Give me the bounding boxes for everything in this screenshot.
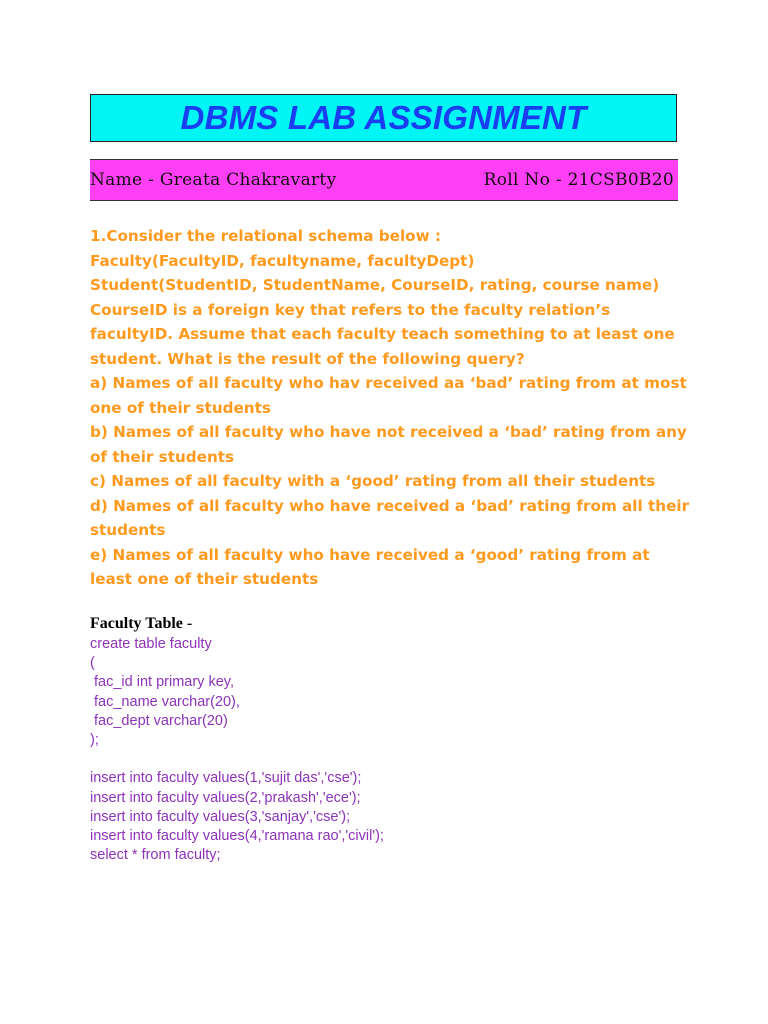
- code-line: create table faculty: [90, 636, 212, 652]
- code-line: insert into faculty values(2,'prakash','ece');: [90, 789, 361, 806]
- question-line: d) Names of all faculty who have received a ‘bad’ rating from all their: [90, 496, 690, 515]
- question-line: a) Names of all faculty who hav received aa ‘bad’ rating from at most: [90, 374, 687, 392]
- code-line: insert into faculty values(1,'sujit das','cse');: [90, 770, 362, 787]
- sql-code-block: [90, 635, 384, 865]
- code-blank-line: [90, 750, 384, 769]
- question-line: b) Names of all faculty who have not received a ‘bad’ rating from any: [90, 423, 687, 441]
- code-line: fac_name varchar(20),: [90, 693, 240, 710]
- question-line: least one of their students: [90, 570, 319, 588]
- student-name: Name - Greata Chakravarty: [90, 170, 337, 190]
- question-text: [90, 224, 690, 592]
- code-line: (: [90, 655, 95, 672]
- question-line: students: [90, 521, 166, 539]
- question-line: CourseID is a foreign key that refers to the faculty relation’s: [90, 300, 611, 319]
- code-line: insert into faculty values(3,'sanjay','cse');: [90, 808, 351, 825]
- question-line: one of their students: [90, 398, 271, 417]
- code-line: );: [90, 732, 99, 749]
- code-line: fac_dept varchar(20): [90, 712, 228, 729]
- question-line: Faculty(FacultyID, facultyname, facultyDept): [90, 251, 475, 270]
- question-line: Student(StudentID, StudentName, CourseID, rating, course name): [90, 276, 660, 294]
- question-line: e) Names of all faculty who have received a ‘good’ rating from at: [90, 545, 650, 564]
- code-line: select * from faculty;: [90, 847, 221, 864]
- question-line: facultyID. Assume that each faculty teach something to at least one: [90, 325, 675, 343]
- question-line: 1.Consider the relational schema below :: [90, 227, 442, 245]
- question-line: student. What is the result of the following query?: [90, 349, 525, 368]
- question-line: of their students: [90, 447, 235, 466]
- title-banner: [90, 94, 677, 142]
- student-info-bar: [90, 159, 678, 201]
- roll-number: Roll No - 21CSB0B20: [483, 170, 674, 190]
- faculty-table-heading: Faculty Table -: [90, 615, 193, 632]
- document-title: DBMS LAB ASSIGNMENT: [180, 99, 587, 136]
- question-line: c) Names of all faculty with a ‘good’ rating from all their students: [90, 472, 656, 490]
- code-line: insert into faculty values(4,'ramana rao','civil');: [90, 828, 384, 845]
- code-line: fac_id int primary key,: [90, 674, 234, 691]
